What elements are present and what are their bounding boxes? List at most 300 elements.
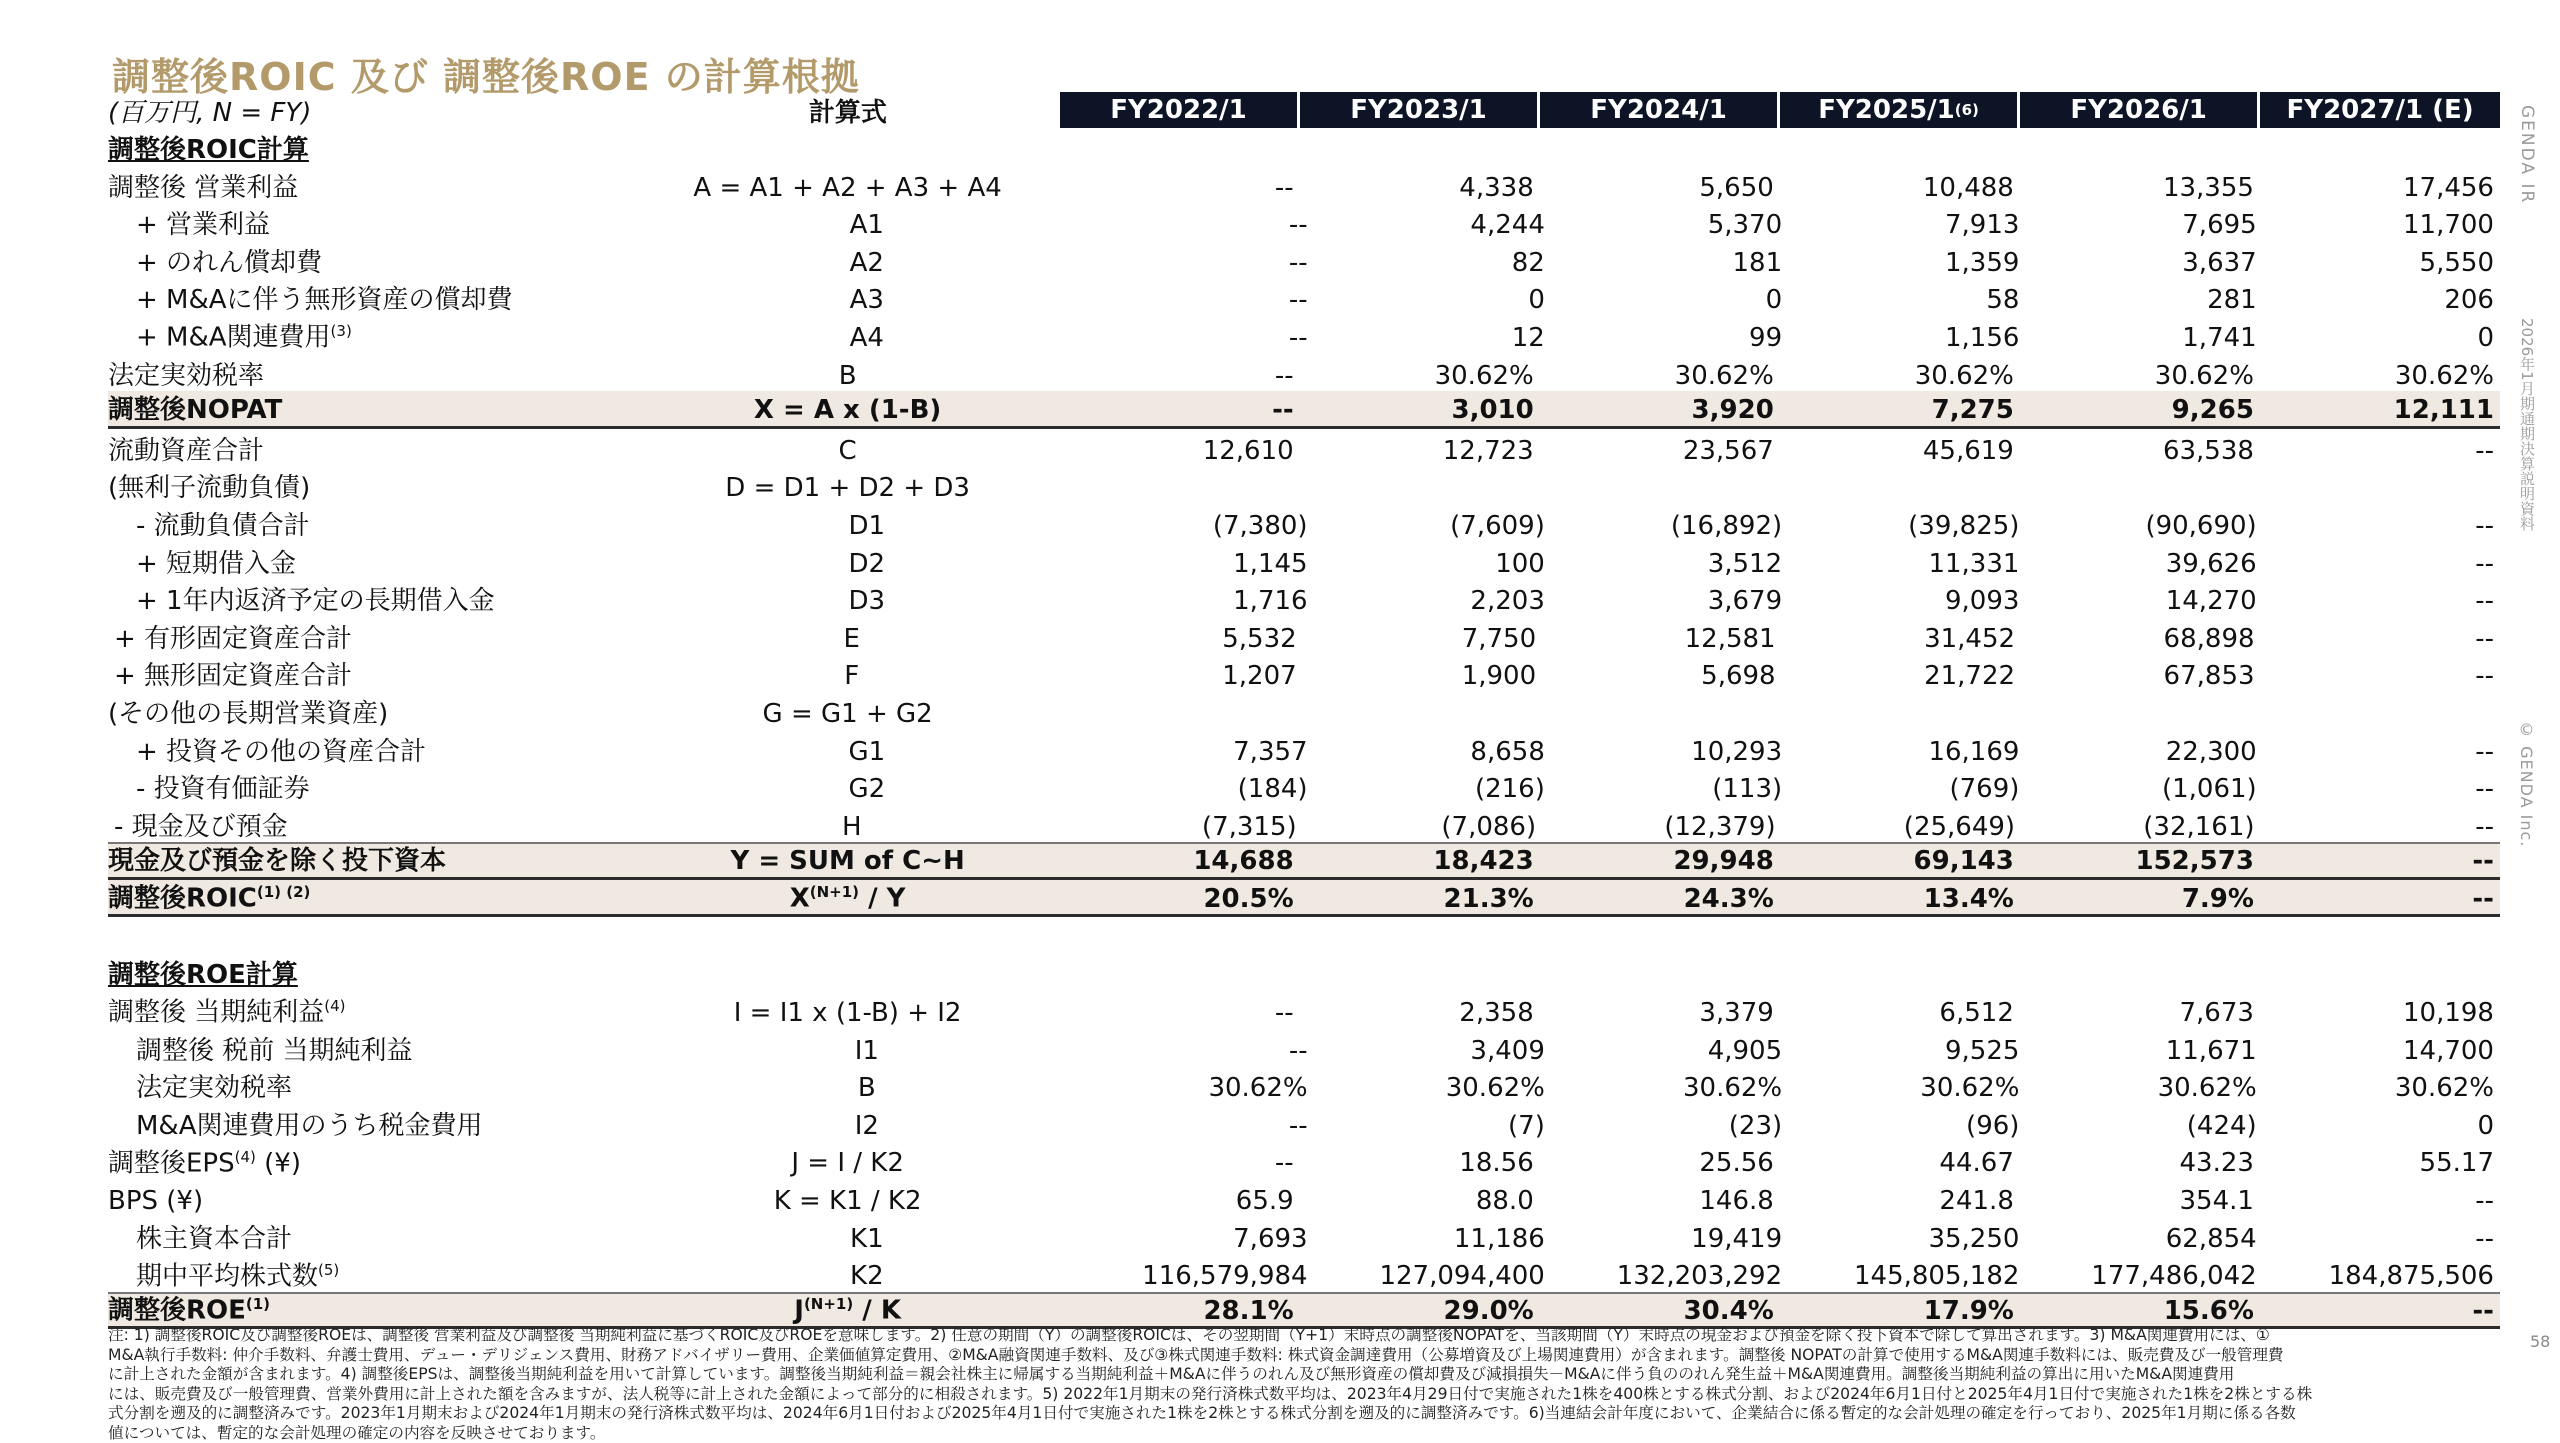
cell-op-5: 11,700	[2263, 211, 2500, 240]
table-row-cash	[108, 805, 2500, 843]
row-formula-nopat	[636, 396, 1060, 425]
year-header-3	[1780, 92, 2017, 128]
cell-invested-4: 152,573	[2020, 847, 2260, 876]
row-label-bps	[108, 1187, 636, 1216]
cell-intang_total-4: 67,853	[2021, 662, 2260, 691]
cell-goodwill-0: --	[1076, 249, 1313, 278]
row-formula-st_loan	[657, 550, 1076, 579]
cell-pretax-2: 4,905	[1551, 1037, 1788, 1066]
cell-cur_liab-3: (39,825)	[1788, 512, 2025, 541]
cell-ni_adj-3: 6,512	[1780, 999, 2020, 1028]
cell-cur_liab-4: (90,690)	[2025, 512, 2262, 541]
cell-goodwill-1: 82	[1314, 249, 1551, 278]
row-label-shares	[108, 1262, 657, 1291]
row-label-tax2	[108, 1074, 657, 1103]
row-label-text: 現金及び預金を除く投下資本	[108, 846, 446, 876]
row-label-ma_cost	[108, 323, 657, 352]
cell-inv_sec-4: (1,061)	[2025, 775, 2262, 804]
cell-tangible-0: 5,532	[1063, 625, 1302, 654]
year-header-2: FY2024/1	[1540, 92, 1777, 128]
page-title: 調整後ROIC 及び 調整後ROE の計算根拠	[112, 46, 860, 101]
row-label-note: (4)	[324, 997, 345, 1015]
cell-tangible-5: --	[2261, 625, 2500, 654]
formula-text: D1	[849, 511, 886, 541]
cell-ma_tax-4: (424)	[2025, 1112, 2262, 1141]
cell-intangible-5: 206	[2263, 286, 2500, 315]
unit-label: (百万円, N = FY)	[108, 92, 636, 128]
row-label-note: (1)	[246, 1295, 270, 1313]
cell-st_loan-5: --	[2263, 550, 2500, 579]
row-label-text: + 営業利益	[136, 210, 270, 240]
row-label-text: 期中平均株式数	[136, 1261, 318, 1291]
cell-goodwill-5: 5,550	[2263, 249, 2500, 278]
row-label-text: 調整後ROE	[108, 1296, 246, 1326]
formula-text: D = D1 + D2 + D3	[725, 473, 970, 503]
cell-cash-4: (32,161)	[2021, 813, 2260, 842]
row-label-ni_adj	[108, 998, 636, 1027]
cell-pretax-5: 14,700	[2263, 1037, 2500, 1066]
cell-shares-3: 145,805,182	[1788, 1262, 2025, 1291]
cell-inv_sec-3: (769)	[1788, 775, 2025, 804]
cell-inv_sec-5: --	[2263, 775, 2500, 804]
footnote-line: 注: 1) 調整後ROIC及び調整後ROEは、調整後 営業利益及び調整後 当期純利益に基づくROIC及びROEを意味します。2) 任意の期間（Y）の調整後ROICは、その翌期間（Y+1）末時点の調整後NOPATを、当該期間（Y）末時点の現金および預金を除く投下資本で除して算出されます。3) M&A関連費用には、①	[108, 1326, 2500, 1346]
roe-section-title	[108, 953, 2500, 991]
roe-section-label: 調整後ROE計算	[108, 961, 658, 990]
cell-intang_total-0: 1,207	[1063, 662, 1302, 691]
table-row-tangible	[108, 617, 2500, 655]
row-label-text: 調整後ROIC	[108, 884, 257, 914]
row-label-tail: (¥)	[256, 1148, 301, 1178]
row-formula-op	[657, 211, 1076, 240]
formula-tail: / Y	[859, 884, 905, 914]
formula-text: J = I / K2	[791, 1148, 904, 1178]
cell-cur_assets-0: 12,610	[1060, 437, 1300, 466]
cell-equity-4: 62,854	[2025, 1225, 2262, 1254]
table-row-ni_adj	[108, 991, 2500, 1029]
cell-cur_liab-1: (7,609)	[1314, 512, 1551, 541]
formula-text: D2	[849, 549, 886, 579]
cell-nopat-0: --	[1060, 396, 1300, 425]
formula-sup: (N+1)	[810, 883, 859, 901]
page-number: 58	[2530, 1332, 2550, 1351]
cell-roe-3: 17.9%	[1780, 1297, 2020, 1326]
table-row-shares	[108, 1254, 2500, 1292]
roic-section-title	[108, 128, 2500, 166]
cell-intangible-2: 0	[1551, 286, 1788, 315]
cell-op-0: --	[1076, 211, 1313, 240]
row-label-op_adj	[108, 174, 636, 203]
footnote-line: M&A執行手数料: 仲介手数料、弁護士費用、デュー・デリジェンス費用、財務アドバイザリー費用、企業価値算定費用、②M&A融資関連手数料、及び③株式関連手数料: 株式資金調達費用（公募増資及び上場関連費用）が含まれます。調整後 NOPATの計算で使用するM&A関連手数料には、販売費及び一般管理費	[108, 1346, 2500, 1366]
cell-tax-5: 30.62%	[2260, 362, 2500, 391]
row-label-tangible	[108, 625, 640, 654]
cell-eps-0: --	[1060, 1149, 1300, 1178]
cell-inv_other-1: 8,658	[1314, 738, 1551, 767]
row-label-st_loan	[108, 550, 657, 579]
row-formula-tangible	[640, 625, 1063, 654]
table-row-eps	[108, 1141, 2500, 1179]
cell-cash-5: --	[2261, 813, 2500, 842]
cell-ni_adj-0: --	[1060, 999, 1300, 1028]
cell-intang_total-2: 5,698	[1542, 662, 1781, 691]
row-label-text: + 有形固定資産合計	[114, 624, 352, 654]
row-label-text: + 1年内返済予定の長期借入金	[136, 586, 495, 616]
cell-invested-0: 14,688	[1060, 847, 1300, 876]
row-label-text: + 投資その他の資産合計	[136, 737, 426, 767]
table-row-bps	[108, 1179, 2500, 1217]
cell-tax-3: 30.62%	[1780, 362, 2020, 391]
cell-op_adj-5: 17,456	[2260, 174, 2500, 203]
year-header-1: FY2023/1	[1300, 92, 1537, 128]
row-label-text: (無利子流動負債)	[108, 473, 310, 503]
formula-text: G1	[848, 737, 885, 767]
row-formula-invested	[636, 847, 1060, 876]
row-formula-ma_cost	[657, 324, 1076, 353]
cell-ni_adj-2: 3,379	[1540, 999, 1780, 1028]
table-row-tax	[108, 354, 2500, 392]
formula-text: A = A1 + A2 + A3 + A4	[693, 173, 1001, 203]
row-label-op	[108, 211, 657, 240]
cell-roe-1: 29.0%	[1300, 1297, 1540, 1326]
cell-equity-2: 19,419	[1551, 1225, 1788, 1254]
row-label-text: 調整後 営業利益	[108, 173, 298, 203]
row-label-text: - 流動負債合計	[136, 511, 310, 541]
row-label-roe	[108, 1296, 636, 1325]
cell-ma_cost-5: 0	[2263, 324, 2500, 353]
cell-lt_loan-0: 1,716	[1076, 587, 1313, 616]
row-label-text: BPS (¥)	[108, 1186, 203, 1216]
cell-st_loan-2: 3,512	[1551, 550, 1788, 579]
cell-bps-5: --	[2260, 1187, 2500, 1216]
cell-cur_assets-4: 63,538	[2020, 437, 2260, 466]
row-label-text: 調整後EPS	[108, 1148, 235, 1178]
formula-text: A1	[850, 210, 884, 240]
cell-st_loan-3: 11,331	[1788, 550, 2025, 579]
cell-roic-0: 20.5%	[1060, 885, 1300, 914]
formula-text: A2	[850, 248, 884, 278]
cell-inv_sec-0: (184)	[1076, 775, 1313, 804]
cell-equity-5: --	[2263, 1225, 2500, 1254]
cell-nopat-4: 9,265	[2020, 396, 2260, 425]
row-label-eps	[108, 1149, 636, 1178]
table-row-tax2	[108, 1066, 2500, 1104]
cell-ma_tax-5: 0	[2263, 1112, 2500, 1141]
row-formula-inv_other	[657, 738, 1076, 767]
cell-op-2: 5,370	[1551, 211, 1788, 240]
row-formula-eps	[636, 1149, 1060, 1178]
cell-tax-0: --	[1060, 362, 1300, 391]
cell-invested-1: 18,423	[1300, 847, 1540, 876]
cell-op-4: 7,695	[2025, 211, 2262, 240]
table-row-ma_cost	[108, 316, 2500, 354]
row-formula-equity	[657, 1225, 1076, 1254]
cell-equity-0: 7,693	[1076, 1225, 1313, 1254]
row-formula-roe	[636, 1296, 1060, 1325]
cell-tax2-1: 30.62%	[1314, 1074, 1551, 1103]
row-label-text: 調整後 税前 当期純利益	[136, 1036, 413, 1066]
cell-equity-1: 11,186	[1314, 1225, 1551, 1254]
section-gap	[108, 917, 2500, 953]
cell-tangible-2: 12,581	[1542, 625, 1781, 654]
cell-lt_loan-1: 2,203	[1314, 587, 1551, 616]
table-row-op	[108, 203, 2500, 241]
side-date-label: 2026年1月期通期決算説明資料	[2517, 318, 2538, 531]
row-label-nopat	[108, 396, 636, 425]
row-label-lt_loan	[108, 587, 657, 616]
row-label-intang_total	[108, 662, 640, 691]
cell-roic-1: 21.3%	[1300, 885, 1540, 914]
cell-st_loan-4: 39,626	[2025, 550, 2262, 579]
cell-shares-2: 132,203,292	[1551, 1262, 1788, 1291]
cell-inv_sec-1: (216)	[1314, 775, 1551, 804]
cell-eps-1: 18.56	[1300, 1149, 1540, 1178]
year-header-0: FY2022/1	[1060, 92, 1297, 128]
cell-cash-1: (7,086)	[1303, 813, 1542, 842]
cell-tax2-2: 30.62%	[1551, 1074, 1788, 1103]
row-label-nonint	[108, 474, 636, 503]
cell-inv_sec-2: (113)	[1551, 775, 1788, 804]
cell-nopat-2: 3,920	[1540, 396, 1780, 425]
row-formula-tax	[636, 362, 1060, 391]
cell-op_adj-2: 5,650	[1540, 174, 1780, 203]
table-row-nopat	[108, 391, 2500, 429]
cell-goodwill-3: 1,359	[1788, 249, 2025, 278]
row-formula-nonint	[636, 474, 1060, 503]
cell-op_adj-3: 10,488	[1780, 174, 2020, 203]
cell-bps-4: 354.1	[2020, 1187, 2260, 1216]
row-label-text: - 投資有価証券	[136, 774, 310, 804]
formula-text: G = G1 + G2	[763, 699, 933, 729]
formula-header: 計算式	[636, 92, 1060, 128]
table-row-intangible	[108, 278, 2500, 316]
cell-shares-1: 127,094,400	[1314, 1262, 1551, 1291]
cell-nopat-5: 12,111	[2260, 396, 2500, 425]
table-row-invested	[108, 842, 2500, 880]
cell-inv_other-5: --	[2263, 738, 2500, 767]
table-row-inv_other	[108, 730, 2500, 768]
cell-cash-3: (25,649)	[1782, 813, 2021, 842]
cell-inv_other-0: 7,357	[1076, 738, 1313, 767]
cell-bps-1: 88.0	[1300, 1187, 1540, 1216]
cell-cur_liab-2: (16,892)	[1551, 512, 1788, 541]
row-label-other_lt	[108, 700, 636, 729]
table-header	[108, 92, 2500, 128]
calculation-table	[108, 92, 2500, 1329]
row-label-text: 法定実効税率	[136, 1073, 292, 1103]
cell-roe-0: 28.1%	[1060, 1297, 1300, 1326]
row-label-text: + 無形固定資産合計	[114, 661, 352, 691]
cell-tangible-1: 7,750	[1303, 625, 1542, 654]
formula-text: C	[839, 436, 857, 466]
table-row-pretax	[108, 1029, 2500, 1067]
cell-ni_adj-5: 10,198	[2260, 999, 2500, 1028]
cell-pretax-4: 11,671	[2025, 1037, 2262, 1066]
row-formula-other_lt	[636, 700, 1060, 729]
cell-invested-2: 29,948	[1540, 847, 1780, 876]
cell-pretax-3: 9,525	[1788, 1037, 2025, 1066]
cell-inv_other-3: 16,169	[1788, 738, 2025, 767]
formula-text: B	[839, 361, 857, 391]
table-row-op_adj	[108, 166, 2500, 204]
cell-ma_tax-3: (96)	[1788, 1112, 2025, 1141]
cell-ma_tax-2: (23)	[1551, 1112, 1788, 1141]
cell-op-3: 7,913	[1788, 211, 2025, 240]
cell-ma_cost-3: 1,156	[1788, 324, 2025, 353]
formula-text: I1	[855, 1036, 879, 1066]
formula-text: I = I1 x (1-B) + I2	[734, 998, 962, 1028]
table-row-inv_sec	[108, 767, 2500, 805]
cell-cash-2: (12,379)	[1542, 813, 1781, 842]
row-label-inv_other	[108, 738, 657, 767]
side-copyright: © GENDA Inc.	[2517, 720, 2536, 847]
cell-ma_cost-0: --	[1076, 324, 1313, 353]
formula-tail: / K	[853, 1296, 901, 1326]
row-label-inv_sec	[108, 775, 657, 804]
cell-lt_loan-4: 14,270	[2025, 587, 2262, 616]
table-row-cur_assets	[108, 429, 2500, 467]
row-label-text: + M&A関連費用	[136, 323, 331, 353]
row-formula-cur_assets	[636, 437, 1060, 466]
cell-pretax-0: --	[1076, 1037, 1313, 1066]
cell-op_adj-0: --	[1060, 174, 1300, 203]
cell-shares-0: 116,579,984	[1076, 1262, 1313, 1291]
row-formula-cur_liab	[657, 512, 1076, 541]
row-label-text: + のれん償却費	[136, 248, 322, 278]
cell-ni_adj-1: 2,358	[1300, 999, 1540, 1028]
table-row-equity	[108, 1217, 2500, 1255]
row-label-text: (その他の長期営業資産)	[108, 699, 388, 729]
cell-lt_loan-3: 9,093	[1788, 587, 2025, 616]
formula-text: X = A x (1-B)	[754, 395, 941, 425]
cell-tax2-3: 30.62%	[1788, 1074, 2025, 1103]
cell-invested-3: 69,143	[1780, 847, 2020, 876]
cell-tangible-3: 31,452	[1782, 625, 2021, 654]
formula-text: G2	[848, 774, 885, 804]
cell-roe-5: --	[2260, 1297, 2500, 1326]
formula-text: D3	[849, 586, 886, 616]
year-header-5: FY2027/1 (E)	[2260, 92, 2500, 128]
cell-inv_other-2: 10,293	[1551, 738, 1788, 767]
row-label-text: 株主資本合計	[136, 1224, 292, 1254]
cell-invested-5: --	[2260, 847, 2500, 876]
formula-text: K1	[850, 1224, 884, 1254]
row-formula-tax2	[657, 1074, 1076, 1103]
cell-ma_cost-1: 12	[1314, 324, 1551, 353]
cell-roic-5: --	[2260, 885, 2500, 914]
row-label-note: (4)	[235, 1148, 256, 1166]
table-row-st_loan	[108, 542, 2500, 580]
cell-tax2-4: 30.62%	[2025, 1074, 2262, 1103]
cell-shares-4: 177,486,042	[2025, 1262, 2262, 1291]
cell-pretax-1: 3,409	[1314, 1037, 1551, 1066]
table-row-intang_total	[108, 654, 2500, 692]
cell-ma_tax-1: (7)	[1314, 1112, 1551, 1141]
row-label-text: 調整後NOPAT	[108, 395, 282, 425]
row-label-ma_tax	[108, 1112, 657, 1141]
formula-text: A4	[850, 323, 884, 353]
year-header-3-text: FY2025/1	[1818, 95, 1955, 125]
cell-tax-4: 30.62%	[2020, 362, 2260, 391]
row-label-equity	[108, 1225, 657, 1254]
table-row-lt_loan	[108, 579, 2500, 617]
formula-sup: (N+1)	[804, 1295, 853, 1313]
footnote-line: に計上された金額が含まれます。4) 調整後EPSは、調整後当期純利益を用いて計算しています。調整後当期純利益＝親会社株主に帰属する当期純利益＋M&Aに伴うのれん及び無形資産の償却費及び減損損失－M&Aに伴う負ののれん発生益＋M&A関連費用。調整後当期純利益の算出に用いたM&A関連費用	[108, 1365, 2500, 1385]
formula-text: B	[858, 1073, 876, 1103]
row-label-cur_assets	[108, 437, 636, 466]
row-label-note: (5)	[318, 1261, 339, 1279]
cell-tax-1: 30.62%	[1300, 362, 1540, 391]
cell-cur_assets-2: 23,567	[1540, 437, 1780, 466]
row-label-text: 法定実効税率	[108, 361, 264, 391]
formula-text: E	[844, 624, 860, 654]
cell-lt_loan-5: --	[2263, 587, 2500, 616]
row-formula-op_adj	[636, 174, 1060, 203]
row-formula-lt_loan	[657, 587, 1076, 616]
row-formula-intang_total	[640, 662, 1063, 691]
formula-text: K2	[850, 1261, 884, 1291]
formula-text: F	[844, 661, 859, 691]
cell-roic-3: 13.4%	[1780, 885, 2020, 914]
cell-op-1: 4,244	[1314, 211, 1551, 240]
row-label-cur_liab	[108, 512, 657, 541]
row-formula-cash	[640, 813, 1063, 842]
formula-text: A3	[850, 285, 884, 315]
footnotes	[108, 1326, 2500, 1443]
row-label-text: + 短期借入金	[136, 549, 296, 579]
row-label-roic	[108, 884, 636, 913]
cell-intangible-1: 0	[1314, 286, 1551, 315]
table-row-roic	[108, 880, 2500, 918]
cell-nopat-1: 3,010	[1300, 396, 1540, 425]
table-row-goodwill	[108, 241, 2500, 279]
formula-text: J	[794, 1296, 804, 1326]
table-row-other_lt	[108, 692, 2500, 730]
cell-shares-5: 184,875,506	[2263, 1262, 2500, 1291]
cell-bps-0: 65.9	[1060, 1187, 1300, 1216]
cell-intangible-0: --	[1076, 286, 1313, 315]
row-label-text: + M&Aに伴う無形資産の償却費	[136, 285, 513, 315]
year-header-4: FY2026/1	[2020, 92, 2257, 128]
row-formula-goodwill	[657, 249, 1076, 278]
formula-text: K = K1 / K2	[774, 1186, 922, 1216]
cell-eps-5: 55.17	[2260, 1149, 2500, 1178]
cell-ni_adj-4: 7,673	[2020, 999, 2260, 1028]
table-row-nonint	[108, 466, 2500, 504]
cell-cur_liab-5: --	[2263, 512, 2500, 541]
table-row-roe	[108, 1292, 2500, 1330]
row-formula-shares	[657, 1262, 1076, 1291]
cell-st_loan-1: 100	[1314, 550, 1551, 579]
roic-rows	[108, 166, 2500, 918]
row-label-invested	[108, 847, 636, 876]
cell-bps-3: 241.8	[1780, 1187, 2020, 1216]
cell-nopat-3: 7,275	[1780, 396, 2020, 425]
cell-eps-4: 43.23	[2020, 1149, 2260, 1178]
table-row-cur_liab	[108, 504, 2500, 542]
row-formula-inv_sec	[657, 775, 1076, 804]
roe-rows	[108, 991, 2500, 1329]
cell-op_adj-1: 4,338	[1300, 174, 1540, 203]
row-formula-pretax	[657, 1037, 1076, 1066]
row-formula-intangible	[657, 286, 1076, 315]
row-formula-ma_tax	[657, 1112, 1076, 1141]
cell-goodwill-4: 3,637	[2025, 249, 2262, 278]
table-row-ma_tax	[108, 1104, 2500, 1142]
cell-tax2-5: 30.62%	[2263, 1074, 2500, 1103]
row-formula-roic	[636, 884, 1060, 913]
cell-intangible-3: 58	[1788, 286, 2025, 315]
cell-bps-2: 146.8	[1540, 1187, 1780, 1216]
roic-section-label: 調整後ROIC計算	[108, 136, 658, 165]
